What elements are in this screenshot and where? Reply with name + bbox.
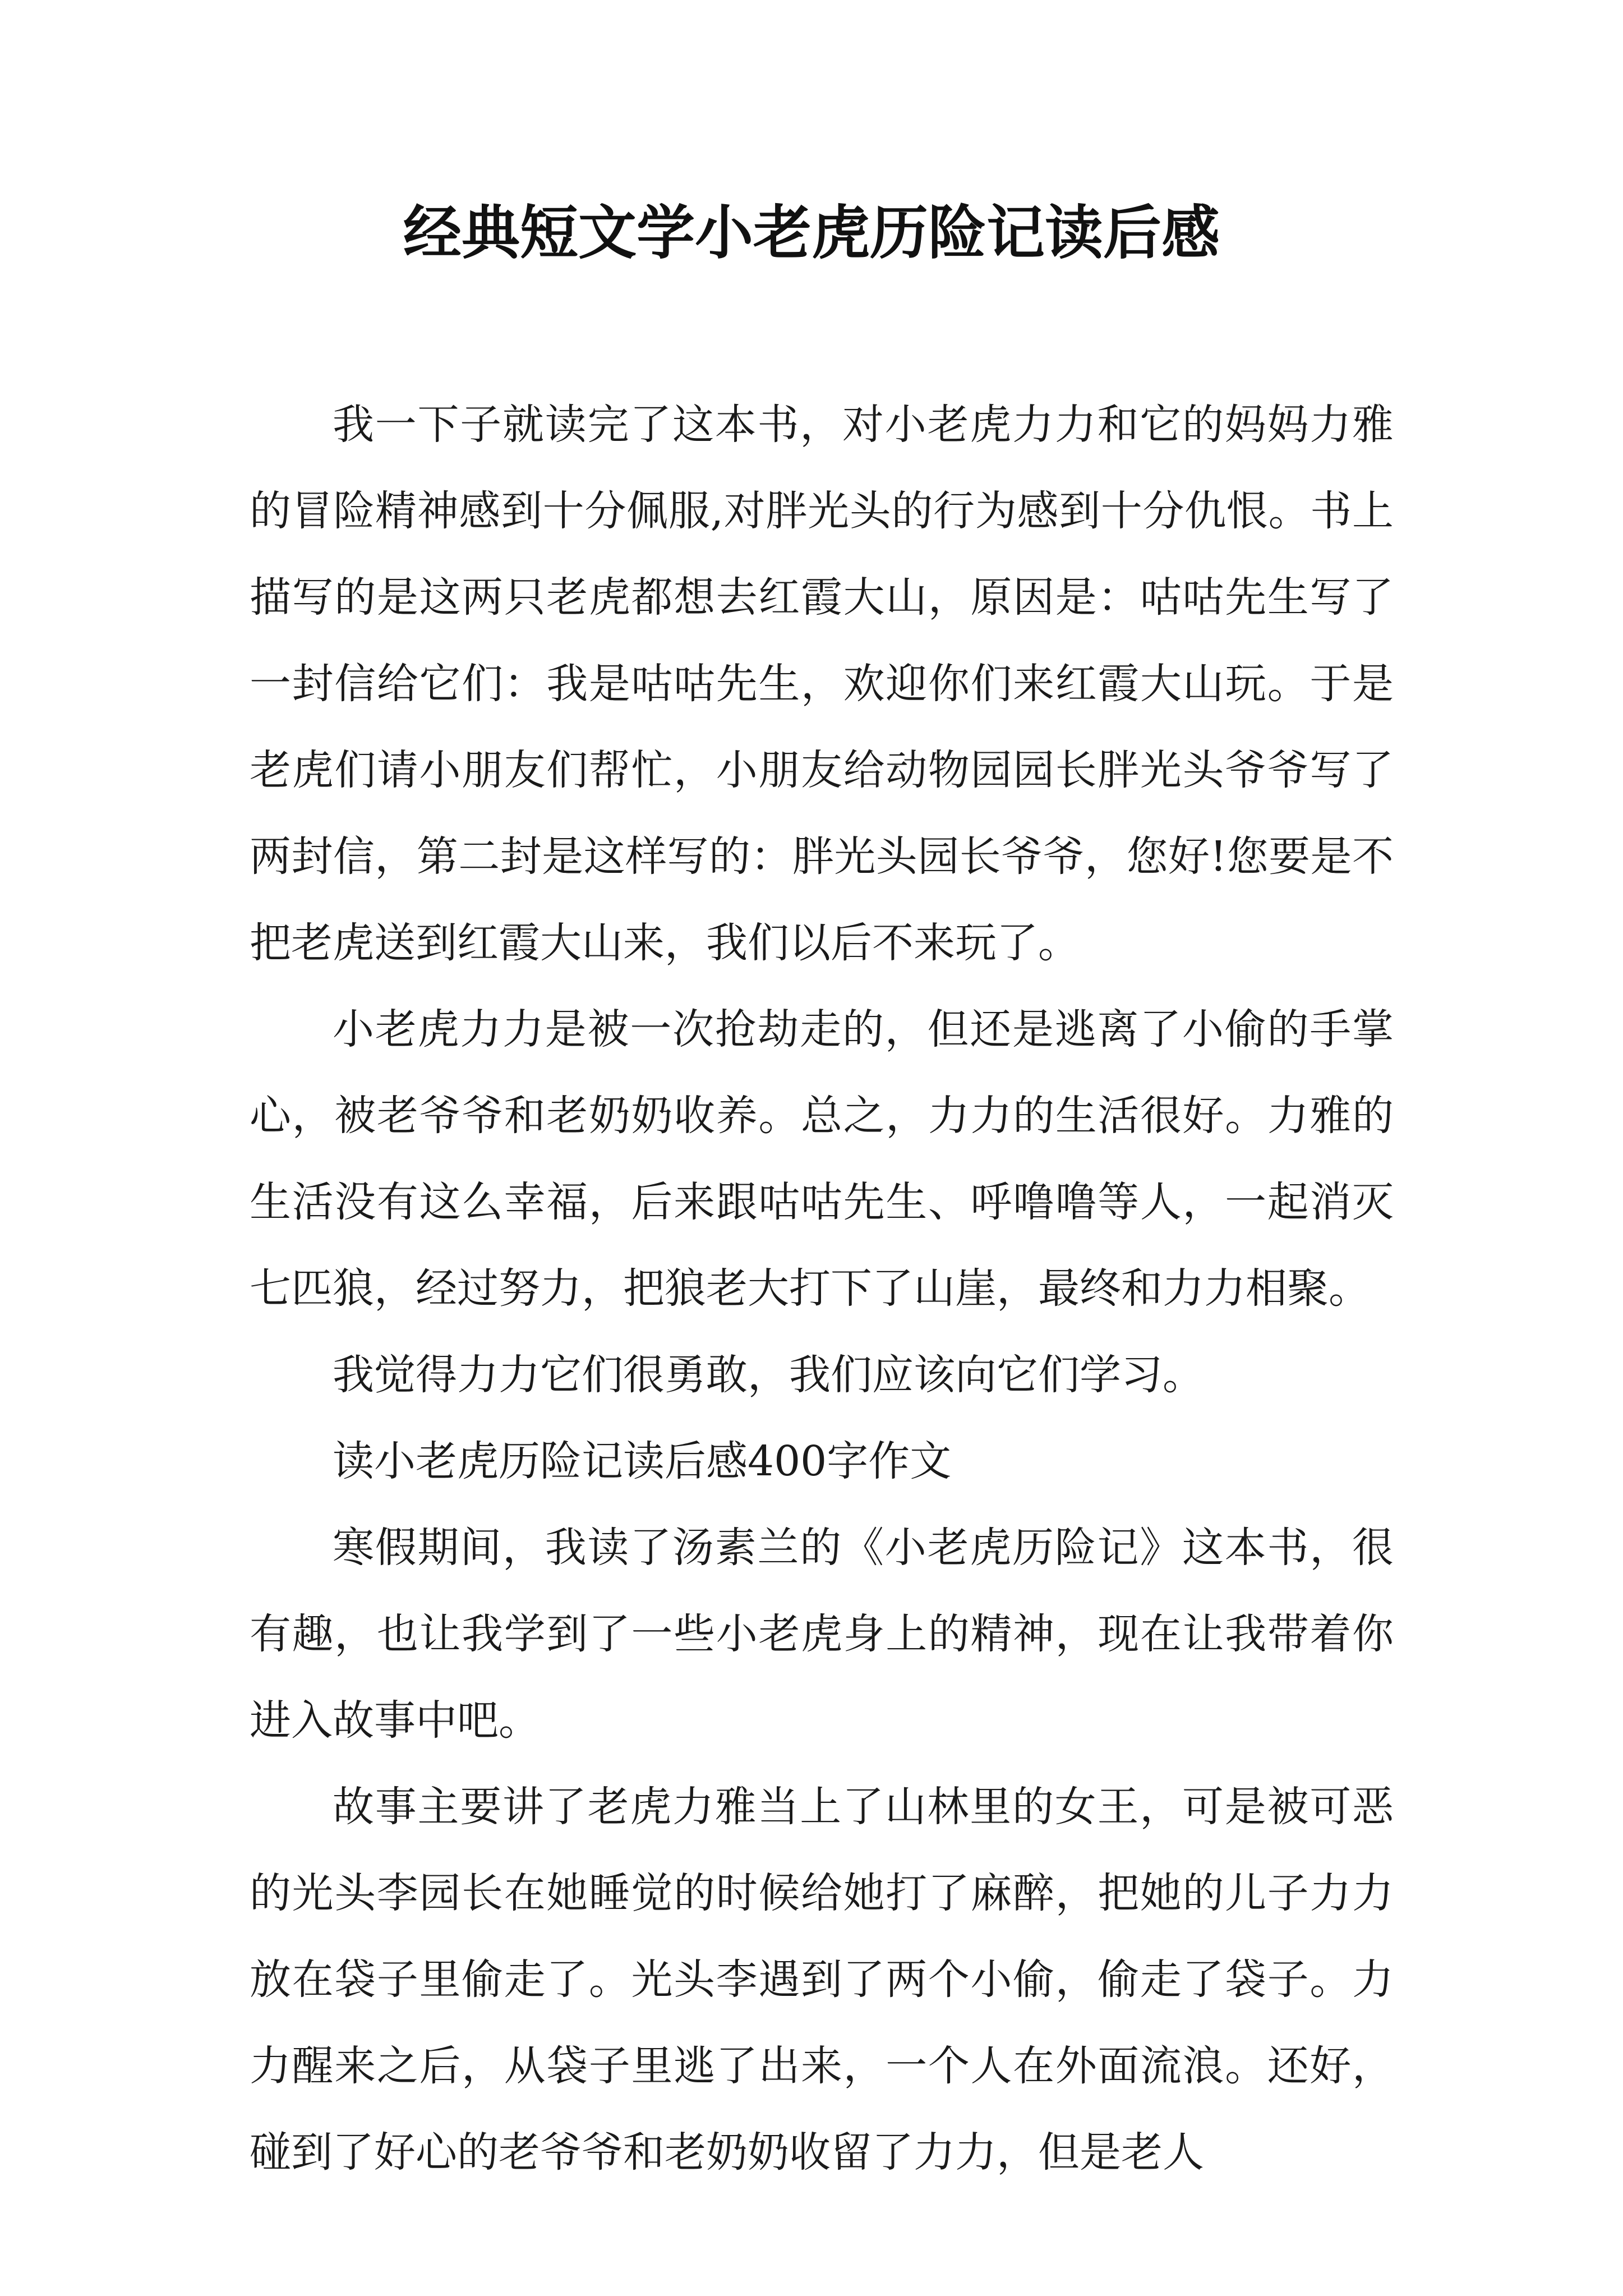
paragraph-4-subtitle: 读小老虎历险记读后感400字作文 xyxy=(333,1437,952,1485)
paragraph-1: 我一下子就读完了这本书，对小老虎力力和它的妈妈力雅的冒险精神感到十分佩服,对胖光头的行为感到十分仇恨。书上描写的是这两只老虎都想去红霞大山，原因是：咕咕先生写了一封信给它们：我是咕咕先生，欢迎你们来红霞大山玩。于是老虎们请小朋友们帮忙，小朋友给动物园园长胖光头爷爷写了两封信，第二封是这样写的：胖光头园长爷爷，您好!您要是不把老虎送到红霞大山来，我们以后不来玩了。 xyxy=(250,401,1394,967)
paragraph-5: 寒假期间，我读了汤素兰的《小老虎历险记》这本书，很有趣，也让我学到了一些小老虎身上的精神，现在让我带着你进入故事中吧。 xyxy=(250,1524,1394,1745)
paragraph-6: 故事主要讲了老虎力雅当上了山林里的女王，可是被可恶的光头李园长在她睡觉的时候给她打了麻醉，把她的儿子力力放在袋子里偷走了。光头李遇到了两个小偷，偷走了袋子。力力醒来之后，从袋子里逃了出来，一个人在外面流浪。还好，碰到了好心的老爷爷和老奶奶收留了力力，但是老人 xyxy=(250,1783,1394,2177)
document-title: 经典短文学小老虎历险记读后感 xyxy=(403,198,1220,267)
paragraph-2: 小老虎力力是被一次抢劫走的，但还是逃离了小偷的手掌心，被老爷爷和老奶奶收养。总之，力力的生活很好。力雅的生活没有这么幸福，后来跟咕咕先生、呼噜噜等人，一起消灭七匹狼，经过努力，把狼老大打下了山崖，最终和力力相聚。 xyxy=(250,1005,1394,1313)
paragraph-3: 我觉得力力它们很勇敢，我们应该向它们学习。 xyxy=(333,1351,1204,1399)
document-body xyxy=(250,381,1394,2196)
